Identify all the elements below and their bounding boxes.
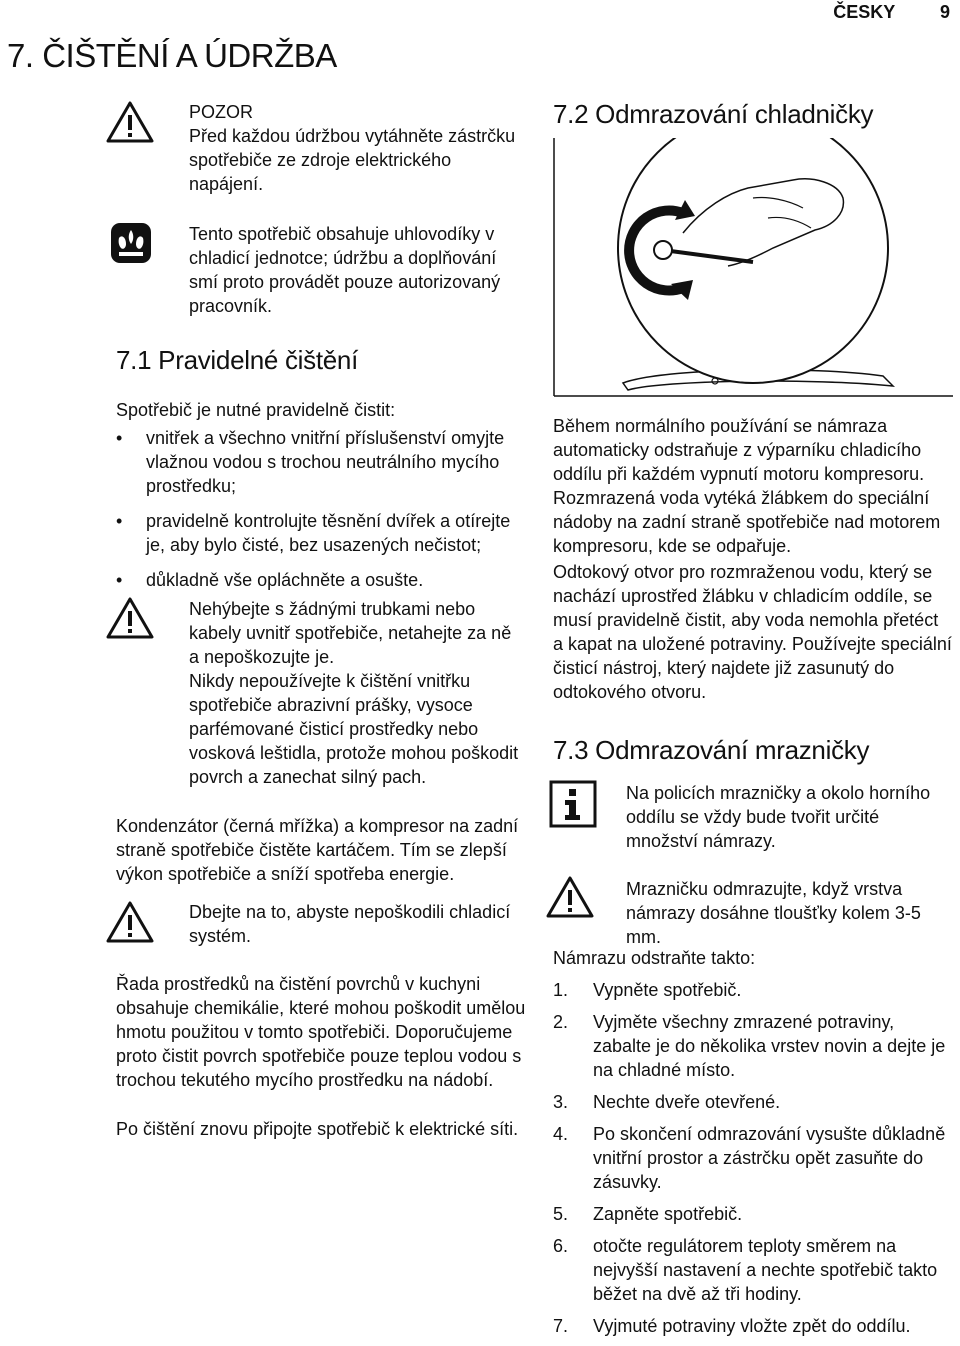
caution-title: POZOR xyxy=(189,102,254,122)
list-item: • důkladně vše opláchněte a osušte. xyxy=(116,568,526,592)
step-number: 5. xyxy=(553,1204,569,1224)
list-item xyxy=(553,1234,953,1306)
cleaning-bullet-list xyxy=(116,426,526,603)
chemicals-paragraph: Řada prostředků na čistění povrchů v kuchyni obsahuje chemikálie, které mohou poškodit umělou hmotu použitou v tomto spotřebiči. Doporučujeme proto čistit povrch spotřebiče pouze teplou vodou s trochou tekutého mycího prostředku na nádobí. xyxy=(116,974,526,1090)
freezer-defrost-warning: Mrazničku odmrazujte, když vrstva námrazy dosáhne tloušťky kolem 3-5 mm. xyxy=(626,879,921,947)
section-7-2-title: 7.2 Odmrazování chladničky xyxy=(553,99,874,129)
step-text: Vyjmuté potraviny vložte zpět do oddílu. xyxy=(593,1316,911,1336)
defrost-steps-list xyxy=(553,978,953,1346)
section-7-1-intro: Spotřebič je nutné pravidelně čistit: xyxy=(116,400,396,420)
environment-note: Tento spotřebič obsahuje uhlovodíky v chladicí jednotce; údržbu a doplňování smí proto provádět pouze autorizovaný pracovník. xyxy=(189,224,501,316)
reconnect-paragraph: Po čištění znovu připojte spotřebič k elektrické síti. xyxy=(116,1119,519,1139)
list-item xyxy=(553,1122,953,1194)
warning-triangle-icon xyxy=(106,900,154,944)
defrost-fridge-paragraph-1: Během normálního používání se námraza automaticky odstraňuje z výparníku chladicího oddílu při každém vypnutí motoru kompresoru. Rozmrazená voda vytéká žlábkem do speciální nádoby na zadní straně spotřebiče nad motorem kompresoru, kde se odpařuje. xyxy=(553,416,941,556)
pipes-warning xyxy=(189,597,519,789)
section-7-1-title: 7.1 Pravidelné čištění xyxy=(116,345,358,375)
header-language: ČESKY xyxy=(833,2,895,22)
step-number: 6. xyxy=(553,1236,569,1256)
info-icon xyxy=(549,780,597,828)
environment-icon xyxy=(110,222,152,264)
page-header xyxy=(833,2,950,23)
condenser-paragraph: Kondenzátor (černá mřížka) a kompresor na zadní straně spotřebiče čistěte kartáčem. Tím se zlepší výkon spotřebiče a sníží spotřeba energie. xyxy=(116,816,519,884)
section-7-3-title: 7.3 Odmrazování mrazničky xyxy=(553,735,870,765)
step-number: 4. xyxy=(553,1124,569,1144)
caution-text: Před každou údržbou vytáhněte zástrčku spotřebiče ze zdroje elektrického napájení. xyxy=(189,126,516,194)
step-text: Vyjměte všechny zmrazené potraviny, zabalte je do několika vrstev novin a dejte je na chladné místo. xyxy=(593,1012,946,1080)
chapter-title: 7. ČIŠTĚNÍ A ÚDRŽBA xyxy=(7,37,337,74)
caution-block xyxy=(189,100,519,196)
step-text: Vypněte spotřebič. xyxy=(593,980,742,1000)
list-item: • pravidelně kontrolujte těsnění dvířek a otírejte je, aby bylo čisté, bez usazených nečistot; xyxy=(116,509,526,557)
step-text: Nechte dveře otevřené. xyxy=(593,1092,781,1112)
step-number: 2. xyxy=(553,1012,569,1032)
list-item xyxy=(553,1010,953,1082)
defrost-illustration xyxy=(553,138,953,400)
step-number: 1. xyxy=(553,980,569,1000)
step-text: otočte regulátorem teploty směrem na nejvyšší nastavení a nechte spotřebič takto běžet na dvě až tři hodiny. xyxy=(593,1236,938,1304)
warning-triangle-icon xyxy=(546,875,594,919)
list-item xyxy=(553,1202,953,1226)
step-number: 3. xyxy=(553,1092,569,1112)
warning-triangle-icon xyxy=(106,596,154,640)
list-item: • vnitřek a všechno vnitřní příslušenství omyjte vlažnou vodou s trochou neutrálního mycího prostředku; xyxy=(116,426,526,498)
pipes-warning-text: Nehýbejte s žádnými trubkami nebo kabely uvnitř spotřebiče, netahejte za ně a nepoškozujte je. xyxy=(189,599,512,667)
freezer-info-note: Na policích mrazničky a okolo horního oddílu se vždy bude tvořit určité množství námrazy. xyxy=(626,783,931,851)
step-text: Zapněte spotřebič. xyxy=(593,1204,743,1224)
cooling-system-warning: Dbejte na to, abyste nepoškodili chladicí systém. xyxy=(189,902,511,946)
abrasive-warning-text: Nikdy nepoužívejte k čištění vnitřku spotřebiče abrazivní prášky, vysoce parfémované čisticí prostředky nebo vosková leštidla, protože mohou poškodit povrch a zanechat silný pach. xyxy=(189,671,519,787)
list-item xyxy=(553,1314,953,1338)
step-text: Po skončení odmrazování vysušte důkladně vnitřní prostor a zástrčku opět zasuňte do zásuvky. xyxy=(593,1124,946,1192)
defrost-fridge-paragraph-2: Odtokový otvor pro rozmraženou vodu, který se nachází uprostřed žlábku v chladicím oddíle, se musí pravidelně čistit, aby voda nemohla přetéct a kapat na uložené potraviny. Používejte speciální čisticí nástroj, který najdete již zasunutý do odtokového otvoru. xyxy=(553,562,952,702)
page-number: 9 xyxy=(939,2,950,22)
list-item xyxy=(553,978,953,1002)
defrost-steps-intro: Námrazu odstraňte takto: xyxy=(553,948,756,968)
list-item xyxy=(553,1090,953,1114)
step-number: 7. xyxy=(553,1316,569,1336)
warning-triangle-icon xyxy=(106,100,154,144)
